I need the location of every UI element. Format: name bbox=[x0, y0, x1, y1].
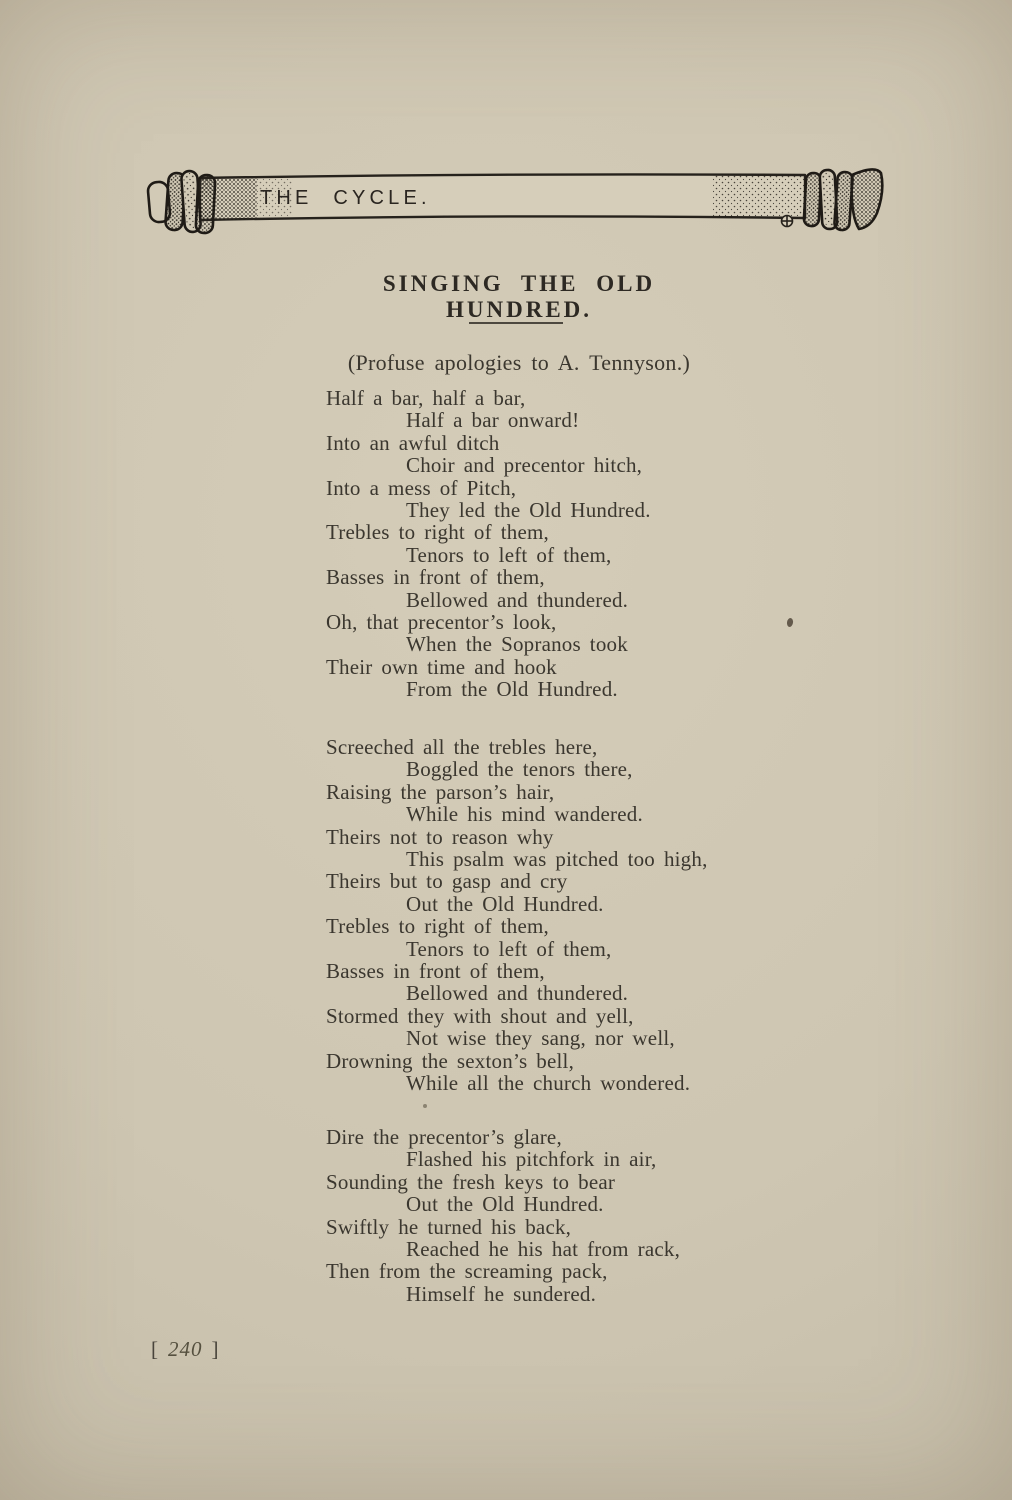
poem-line: Tenors to left of them, bbox=[406, 936, 612, 961]
poem-line: When the Sopranos took bbox=[406, 632, 628, 657]
poem-line: Trebles to right of them, bbox=[326, 914, 549, 939]
poem-line: Theirs not to reason why bbox=[326, 824, 554, 849]
monogram-icon bbox=[782, 216, 793, 227]
poem-line: Flashed his pitchfork in air, bbox=[406, 1147, 657, 1172]
poem-line: Tenors to left of them, bbox=[406, 542, 612, 567]
stanza-1 bbox=[326, 387, 746, 701]
poem-line: Half a bar onward! bbox=[406, 408, 580, 433]
poem-line: This psalm was pitched too high, bbox=[406, 847, 708, 872]
poem-line: They led the Old Hundred. bbox=[406, 498, 651, 523]
poem-line: Oh, that precentor’s look, bbox=[326, 610, 557, 635]
poem-line: Basses in front of them, bbox=[326, 959, 545, 984]
scroll-end-right-icon bbox=[804, 169, 883, 230]
poem-line: Out the Old Hundred. bbox=[406, 891, 604, 916]
scroll-end-left-icon bbox=[147, 171, 215, 234]
ink-speck bbox=[786, 618, 793, 628]
poem-line: Trebles to right of them, bbox=[326, 520, 549, 545]
page-number bbox=[151, 1337, 220, 1362]
poem-line: Reached he his hat from rack, bbox=[406, 1237, 681, 1262]
poem-title: SINGING THE OLD HUNDRED. bbox=[382, 271, 656, 322]
banner-title: THE CYCLE. bbox=[260, 187, 431, 209]
poem-line: Their own time and hook bbox=[326, 654, 557, 679]
poem-line: Bellowed and thundered. bbox=[406, 981, 629, 1006]
ink-speck bbox=[423, 1104, 427, 1108]
poem-line: Screeched all the trebles here, bbox=[326, 735, 598, 759]
title-divider bbox=[469, 322, 563, 324]
stanza-3 bbox=[326, 1126, 746, 1305]
poem-line: Then from the screaming pack, bbox=[326, 1259, 608, 1284]
poem-line: Theirs but to gasp and cry bbox=[326, 869, 568, 894]
poem-line: While all the church wondered. bbox=[406, 1071, 691, 1096]
poem-line: Basses in front of them, bbox=[326, 565, 545, 590]
poem-line: Drowning the sexton’s bell, bbox=[326, 1048, 575, 1073]
header-banner bbox=[145, 163, 885, 253]
poem-line: Sounding the fresh keys to bear bbox=[326, 1169, 616, 1194]
poem-line: Swiftly he turned his back, bbox=[326, 1214, 572, 1239]
bracket-right: ] bbox=[211, 1337, 220, 1361]
poem-line: Himself he sundered. bbox=[406, 1281, 597, 1306]
bracket-left: [ bbox=[151, 1337, 159, 1361]
poem-line: Raising the parson’s hair, bbox=[326, 779, 555, 804]
poem-line: Half a bar, half a bar, bbox=[326, 386, 526, 410]
poem-line: Bellowed and thundered. bbox=[406, 587, 629, 612]
poem-line: Into an awful ditch bbox=[326, 430, 500, 455]
stanza-2 bbox=[326, 736, 746, 1095]
poem-line: While his mind wandered. bbox=[406, 802, 643, 827]
poem-line: Into a mess of Pitch, bbox=[326, 475, 517, 500]
poem-line: Stormed they with shout and yell, bbox=[326, 1003, 634, 1028]
poem-line: Out the Old Hundred. bbox=[406, 1192, 604, 1217]
page-number-value: 240 bbox=[168, 1337, 203, 1361]
poem-line: Dire the precentor’s glare, bbox=[326, 1125, 562, 1149]
poem-line: Not wise they sang, nor well, bbox=[406, 1026, 675, 1051]
poem-line: Boggled the tenors there, bbox=[406, 757, 633, 782]
poem-line: From the Old Hundred. bbox=[406, 677, 618, 702]
poem-attribution: (Profuse apologies to A. Tennyson.) bbox=[347, 350, 691, 375]
poem-line: Choir and precentor hitch, bbox=[406, 453, 643, 478]
